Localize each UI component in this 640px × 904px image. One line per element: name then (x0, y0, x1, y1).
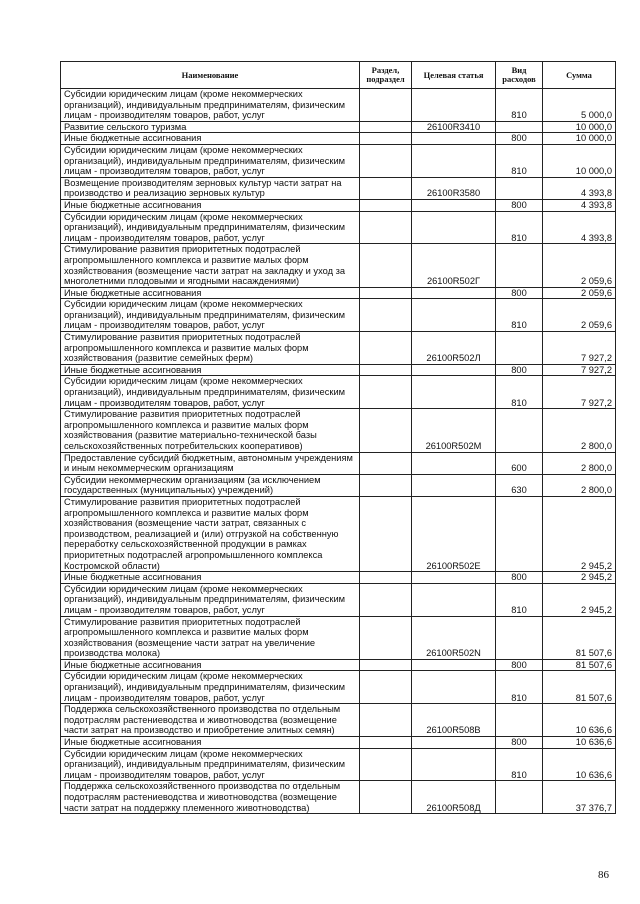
row-section-cell (360, 452, 412, 474)
row-expense-type-cell (496, 496, 543, 571)
row-target-article-cell (412, 659, 496, 671)
row-name-cell: Субсидии юридическим лицам (кроме некоммерческих организаций), индивидуальным предпринимателям, физическим лицам - производителям товаров, работ, услуг (61, 748, 360, 781)
row-sum-cell: 2 945,2 (543, 572, 616, 584)
row-target-article-cell: 26100R508Д (412, 781, 496, 814)
row-sum-cell: 37 376,7 (543, 781, 616, 814)
row-name-cell: Иные бюджетные ассигнования (61, 364, 360, 376)
row-expense-type-cell: 800 (496, 659, 543, 671)
row-section-cell (360, 704, 412, 737)
row-name-cell: Субсидии юридическим лицам (кроме некоммерческих организаций), индивидуальным предпринимателям, физическим лицам - производителям товаров, работ, услуг (61, 89, 360, 122)
row-section-cell (360, 496, 412, 571)
row-target-article-cell: 26100R502Г (412, 244, 496, 287)
row-sum-cell: 2 059,6 (543, 299, 616, 332)
table-row (61, 583, 616, 616)
table-row (61, 287, 616, 299)
row-target-article-cell (412, 133, 496, 145)
header-section: Раздел, подраздел (360, 62, 412, 89)
row-target-article-cell: 26100R3580 (412, 177, 496, 199)
row-section-cell (360, 121, 412, 133)
header-row (61, 62, 616, 89)
row-target-article-cell (412, 287, 496, 299)
row-name-cell: Субсидии юридическим лицам (кроме некоммерческих организаций), индивидуальным предпринимателям, физическим лицам - производителям товаров, работ, услуг (61, 583, 360, 616)
row-name-cell: Стимулирование развития приоритетных подотраслей агропромышленного комплекса и развитие малых форм хозяйствования (возмещение части затрат на увеличение производства молока) (61, 616, 360, 659)
row-expense-type-cell: 600 (496, 452, 543, 474)
row-section-cell (360, 572, 412, 584)
row-expense-type-cell (496, 121, 543, 133)
row-target-article-cell (412, 452, 496, 474)
row-sum-cell: 10 000,0 (543, 133, 616, 145)
row-expense-type-cell: 800 (496, 133, 543, 145)
row-section-cell (360, 332, 412, 365)
row-name-cell: Субсидии юридическим лицам (кроме некоммерческих организаций), индивидуальным предпринимателям, физическим лицам - производителям товаров, работ, услуг (61, 376, 360, 409)
row-sum-cell: 4 393,8 (543, 211, 616, 244)
table-row (61, 474, 616, 496)
row-section-cell (360, 583, 412, 616)
row-sum-cell: 2 800,0 (543, 409, 616, 452)
header-sum: Сумма (543, 62, 616, 89)
row-sum-cell: 2 059,6 (543, 244, 616, 287)
row-target-article-cell (412, 572, 496, 584)
row-target-article-cell: 26100R3410 (412, 121, 496, 133)
row-section-cell (360, 211, 412, 244)
row-sum-cell: 4 393,8 (543, 199, 616, 211)
row-section-cell (360, 364, 412, 376)
row-name-cell: Возмещение производителям зерновых культур части затрат на производство и реализацию зерновых культур (61, 177, 360, 199)
row-expense-type-cell: 810 (496, 376, 543, 409)
row-sum-cell: 7 927,2 (543, 376, 616, 409)
row-expense-type-cell: 800 (496, 364, 543, 376)
row-target-article-cell (412, 211, 496, 244)
row-expense-type-cell (496, 704, 543, 737)
row-expense-type-cell: 630 (496, 474, 543, 496)
table-row (61, 409, 616, 452)
row-section-cell (360, 144, 412, 177)
row-target-article-cell: 26100R502N (412, 616, 496, 659)
table-row (61, 144, 616, 177)
table-header (61, 62, 616, 89)
table-row (61, 332, 616, 365)
table-row (61, 748, 616, 781)
row-name-cell: Стимулирование развития приоритетных подотраслей агропромышленного комплекса и развитие малых форм хозяйствования (развитие семейных ферм) (61, 332, 360, 365)
table-row (61, 659, 616, 671)
row-name-cell: Поддержка сельскохозяйственного производства по отдельным подотраслям растениеводства и животноводства (возмещение части затрат на производство и приобретение элитных семян) (61, 704, 360, 737)
row-section-cell (360, 781, 412, 814)
row-section-cell (360, 199, 412, 211)
table-row (61, 572, 616, 584)
header-type: Вид расходов (496, 62, 543, 89)
row-sum-cell: 2 945,2 (543, 496, 616, 571)
row-section-cell (360, 616, 412, 659)
row-expense-type-cell (496, 616, 543, 659)
table-row (61, 364, 616, 376)
row-section-cell (360, 659, 412, 671)
row-section-cell (360, 177, 412, 199)
row-name-cell: Стимулирование развития приоритетных подотраслей агропромышленного комплекса и развитие малых форм хозяйствования (развитие материально-технической базы сельскохозяйственных потребительских кооперативов) (61, 409, 360, 452)
row-name-cell: Субсидии юридическим лицам (кроме некоммерческих организаций), индивидуальным предпринимателям, физическим лицам - производителям товаров, работ, услуг (61, 144, 360, 177)
row-expense-type-cell: 810 (496, 144, 543, 177)
row-name-cell: Субсидии некоммерческим организациям (за исключением государственных (муниципальных) учреждений) (61, 474, 360, 496)
row-sum-cell: 81 507,6 (543, 659, 616, 671)
header-name: Наименование (61, 62, 360, 89)
row-expense-type-cell: 800 (496, 199, 543, 211)
budget-table (60, 61, 616, 814)
row-section-cell (360, 244, 412, 287)
row-sum-cell: 10 636,6 (543, 704, 616, 737)
table-row (61, 496, 616, 571)
row-sum-cell: 10 636,6 (543, 737, 616, 749)
table-row (61, 299, 616, 332)
row-expense-type-cell (496, 244, 543, 287)
row-sum-cell: 10 000,0 (543, 121, 616, 133)
header-target: Целевая статья (412, 62, 496, 89)
row-section-cell (360, 287, 412, 299)
row-sum-cell: 2 800,0 (543, 452, 616, 474)
row-name-cell: Иные бюджетные ассигнования (61, 659, 360, 671)
row-sum-cell: 7 927,2 (543, 364, 616, 376)
row-name-cell: Предоставление субсидий бюджетным, автономным учреждениям и иным некоммерческим организациям (61, 452, 360, 474)
table-row (61, 616, 616, 659)
row-sum-cell: 81 507,6 (543, 616, 616, 659)
row-sum-cell: 7 927,2 (543, 332, 616, 365)
row-sum-cell: 81 507,6 (543, 671, 616, 704)
table-row (61, 781, 616, 814)
row-section-cell (360, 299, 412, 332)
table-row (61, 121, 616, 133)
row-sum-cell: 10 000,0 (543, 144, 616, 177)
row-name-cell: Стимулирование развития приоритетных подотраслей агропромышленного комплекса и развитие малых форм хозяйствования (возмещение части затрат на закладку и уход за многолетними плодовыми и ягодными насаждениями) (61, 244, 360, 287)
table-row (61, 452, 616, 474)
row-target-article-cell (412, 671, 496, 704)
row-expense-type-cell: 810 (496, 583, 543, 616)
row-target-article-cell (412, 376, 496, 409)
row-section-cell (360, 474, 412, 496)
row-sum-cell: 2 059,6 (543, 287, 616, 299)
row-expense-type-cell (496, 177, 543, 199)
row-name-cell: Иные бюджетные ассигнования (61, 133, 360, 145)
table-row (61, 211, 616, 244)
row-expense-type-cell: 810 (496, 211, 543, 244)
row-name-cell: Субсидии юридическим лицам (кроме некоммерческих организаций), индивидуальным предпринимателям, физическим лицам - производителям товаров, работ, услуг (61, 299, 360, 332)
row-section-cell (360, 376, 412, 409)
row-target-article-cell (412, 737, 496, 749)
table-row (61, 671, 616, 704)
table-row (61, 244, 616, 287)
row-section-cell (360, 133, 412, 145)
row-target-article-cell (412, 583, 496, 616)
table-row (61, 199, 616, 211)
row-sum-cell: 4 393,8 (543, 177, 616, 199)
row-expense-type-cell (496, 781, 543, 814)
row-target-article-cell (412, 364, 496, 376)
row-expense-type-cell: 800 (496, 287, 543, 299)
row-target-article-cell (412, 299, 496, 332)
row-target-article-cell: 26100R502М (412, 409, 496, 452)
table-row (61, 376, 616, 409)
row-target-article-cell: 26100R502Л (412, 332, 496, 365)
row-sum-cell: 10 636,6 (543, 748, 616, 781)
row-sum-cell: 5 000,0 (543, 89, 616, 122)
row-sum-cell: 2 800,0 (543, 474, 616, 496)
row-expense-type-cell (496, 409, 543, 452)
table-row (61, 704, 616, 737)
table-row (61, 737, 616, 749)
row-name-cell: Иные бюджетные ассигнования (61, 287, 360, 299)
row-name-cell: Иные бюджетные ассигнования (61, 199, 360, 211)
row-expense-type-cell: 810 (496, 748, 543, 781)
row-target-article-cell (412, 199, 496, 211)
row-target-article-cell (412, 144, 496, 177)
row-name-cell: Иные бюджетные ассигнования (61, 737, 360, 749)
row-name-cell: Развитие сельского туризма (61, 121, 360, 133)
row-target-article-cell (412, 89, 496, 122)
row-section-cell (360, 409, 412, 452)
row-expense-type-cell: 800 (496, 737, 543, 749)
row-target-article-cell: 26100R508В (412, 704, 496, 737)
table-row (61, 133, 616, 145)
row-section-cell (360, 671, 412, 704)
row-target-article-cell (412, 748, 496, 781)
row-name-cell: Поддержка сельскохозяйственного производства по отдельным подотраслям растениеводства и животноводства (возмещение части затрат на поддержку племенного животноводства) (61, 781, 360, 814)
row-expense-type-cell: 800 (496, 572, 543, 584)
row-expense-type-cell: 810 (496, 671, 543, 704)
row-expense-type-cell (496, 332, 543, 365)
row-name-cell: Субсидии юридическим лицам (кроме некоммерческих организаций), индивидуальным предпринимателям, физическим лицам - производителям товаров, работ, услуг (61, 211, 360, 244)
row-target-article-cell (412, 474, 496, 496)
table-body (61, 89, 616, 814)
row-section-cell (360, 89, 412, 122)
row-sum-cell: 2 945,2 (543, 583, 616, 616)
table-row (61, 89, 616, 122)
table-row (61, 177, 616, 199)
row-name-cell: Иные бюджетные ассигнования (61, 572, 360, 584)
row-section-cell (360, 737, 412, 749)
row-target-article-cell: 26100R502Е (412, 496, 496, 571)
row-section-cell (360, 748, 412, 781)
row-expense-type-cell: 810 (496, 299, 543, 332)
row-name-cell: Субсидии юридическим лицам (кроме некоммерческих организаций), индивидуальным предпринимателям, физическим лицам - производителям товаров, работ, услуг (61, 671, 360, 704)
row-expense-type-cell: 810 (496, 89, 543, 122)
row-name-cell: Стимулирование развития приоритетных подотраслей агропромышленного комплекса и развитие малых форм хозяйствования (возмещение части затрат, связанных с производством, реализацией и (или) отгрузкой на собственную переработку сельскохозяйственной продукции в рамках приоритетных подотраслей агропромышленного комплекса Костромской области) (61, 496, 360, 571)
page-number: 86 (598, 869, 609, 881)
